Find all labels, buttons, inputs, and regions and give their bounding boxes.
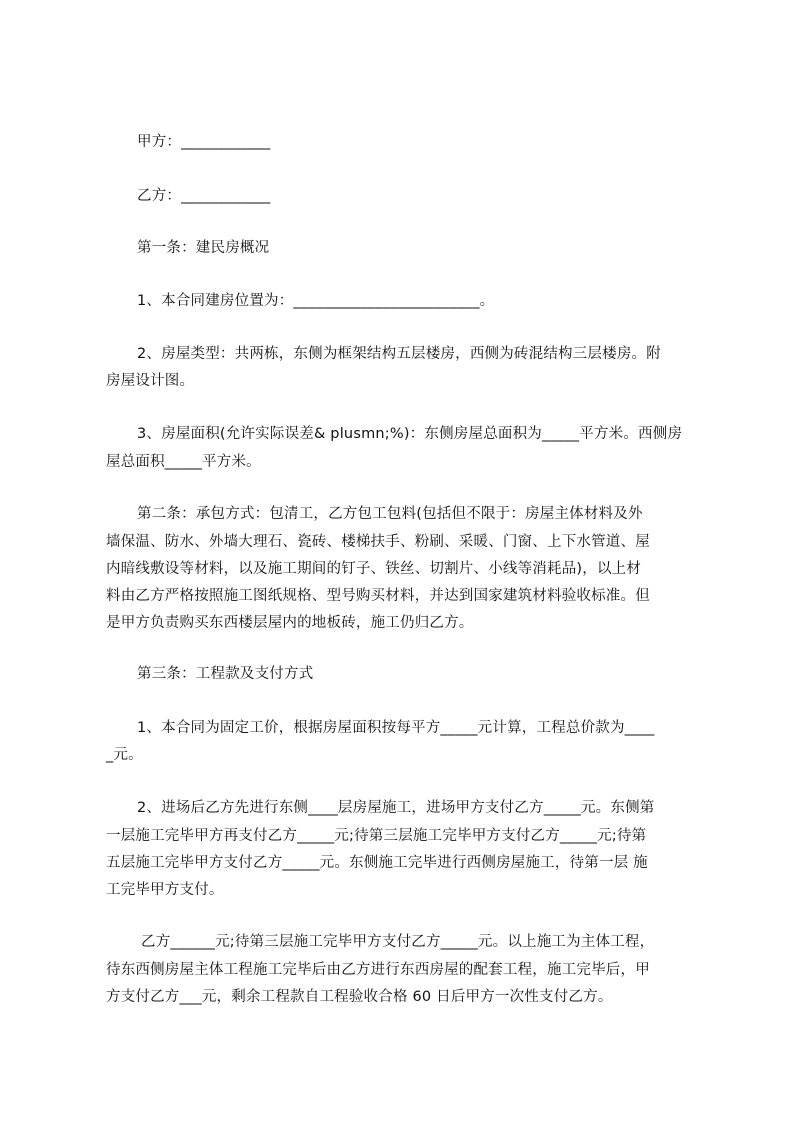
article2-line1: 第二条：承包方式：包清工，乙方包工包料(包括但不限于：房屋主体材料及外 [137, 506, 643, 522]
item2-line2: 房屋设计图。 [106, 373, 195, 389]
article3-title: 第三条：工程款及支付方式 [137, 666, 314, 682]
article2-line3: 内暗线敷设等材料，以及施工期间的钉子、铁丝、切割片、小线等消耗品)，以上材 [106, 561, 642, 577]
pay1-line2: _元。 [106, 747, 143, 763]
pay2-line2: 一层施工完毕甲方再支付乙方_____元;待第三层施工完毕甲方支付乙方_____元;待第 [106, 828, 647, 844]
article1-title: 第一条：建民房概况 [137, 240, 270, 256]
pay2-line4: 工完毕甲方支付。 [106, 882, 224, 898]
item1-paragraph: 1、本合同建房位置为：_________________________。 [137, 293, 495, 309]
item3-line2: 屋总面积_____平方米。 [106, 454, 261, 470]
article2-line2: 墙保温、防水、外墙大理石、瓷砖、楼梯扶手、粉刷、采暖、门窗、上下水管道、屋 [106, 534, 650, 550]
item3-line1: 3、房屋面积(允许实际误差& plusmn;%)：东侧房屋总面积为_____平方米。西侧房 [137, 426, 683, 442]
pay3-line3: 方支付乙方___元，剩余工程款自工程验收合格 60 日后甲方一次性支付乙方。 [106, 989, 613, 1005]
article2-line4: 料由乙方严格按照施工图纸规格、型号购买材料，并达到国家建筑材料验收标准。但 [106, 588, 650, 604]
pay2-line3: 五层施工完毕甲方支付乙方_____元。东侧施工完毕进行西侧房屋施工，待第一层 施 [106, 855, 648, 871]
party-a-line: 甲方：____________ [137, 134, 271, 150]
pay3-line2: 待东西侧房屋主体工程施工完毕后由乙方进行东西房屋的配套工程，施工完毕后，甲 [106, 962, 650, 978]
pay2-line1: 2、进场后乙方先进行东侧____层房屋施工，进场甲方支付乙方_____元。东侧第 [137, 800, 655, 816]
article2-line5: 是甲方负责购买东西楼层屋内的地板砖，施工仍归乙方。 [106, 615, 474, 631]
party-b-line: 乙方：____________ [137, 188, 271, 204]
item2-line1: 2、房屋类型：共两栋，东侧为框架结构五层楼房，西侧为砖混结构三层楼房。附 [137, 346, 661, 362]
pay1-line1: 1、本合同为固定工价，根据房屋面积按每平方_____元计算，工程总价款为____ [137, 720, 655, 736]
pay3-line1: 乙方______元;待第三层施工完毕甲方支付乙方_____元。以上施工为主体工程， [141, 934, 655, 950]
